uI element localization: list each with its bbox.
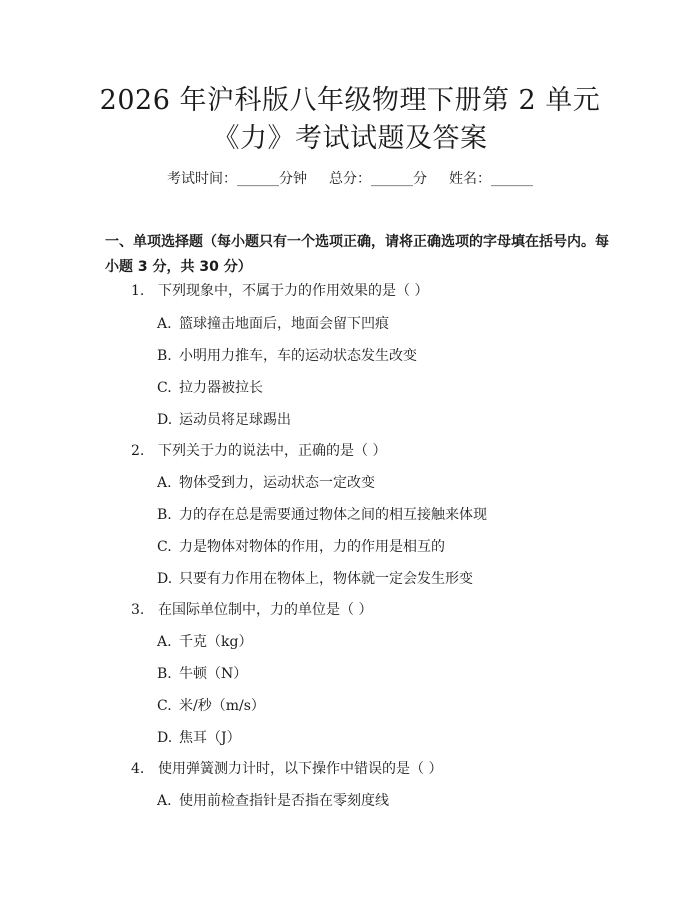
option-letter: A. bbox=[157, 793, 172, 809]
option-item bbox=[157, 536, 445, 558]
question-text: 使用弹簧测力计时，以下操作中错误的是（ ） bbox=[158, 761, 443, 777]
option-letter: B. bbox=[157, 507, 172, 523]
question-number: 4. bbox=[131, 761, 145, 777]
option-item bbox=[157, 568, 473, 590]
option-letter: D. bbox=[157, 730, 173, 746]
question-item bbox=[131, 758, 442, 780]
option-item bbox=[157, 409, 291, 431]
option-text: 牛顿（N） bbox=[179, 666, 248, 682]
option-text: 运动员将足球踢出 bbox=[179, 412, 291, 428]
option-letter: D. bbox=[157, 571, 173, 587]
option-item bbox=[157, 504, 487, 526]
option-item bbox=[157, 472, 375, 494]
option-letter: C. bbox=[157, 539, 172, 555]
question-number: 3. bbox=[131, 602, 145, 618]
question-text: 在国际单位制中，力的单位是（ ） bbox=[158, 602, 373, 618]
question-item bbox=[131, 280, 428, 302]
exam-meta-row bbox=[0, 168, 700, 190]
section-heading-single-choice: 一、单项选择题（每小题只有一个选项正确，请将正确选项的字母填在括号内。每小题 3 分，共 30 分） bbox=[105, 234, 609, 275]
option-item bbox=[157, 631, 252, 653]
option-letter: A. bbox=[157, 316, 172, 332]
option-text: 小明用力推车，车的运动状态发生改变 bbox=[179, 348, 417, 364]
exam-time-field: 考试时间：______分钟 bbox=[167, 171, 307, 187]
question-number: 1. bbox=[131, 283, 145, 299]
option-letter: B. bbox=[157, 348, 172, 364]
option-text: 使用前检查指针是否指在零刻度线 bbox=[179, 793, 389, 809]
option-item bbox=[157, 377, 263, 399]
option-letter: A. bbox=[157, 634, 172, 650]
option-letter: C. bbox=[157, 380, 172, 396]
option-item bbox=[157, 663, 247, 685]
exam-title-line1: 2026 年沪科版八年级物理下册第 2 单元 bbox=[99, 85, 601, 116]
exam-title-line2: 《力》考试试题及答案 bbox=[212, 123, 488, 154]
total-score-field: 总分：______分 bbox=[329, 171, 427, 187]
question-text: 下列关于力的说法中，正确的是（ ） bbox=[158, 443, 387, 459]
student-name-field: 姓名：______ bbox=[449, 171, 533, 187]
option-letter: B. bbox=[157, 666, 172, 682]
question-text: 下列现象中，不属于力的作用效果的是（ ） bbox=[158, 283, 429, 299]
option-text: 物体受到力，运动状态一定改变 bbox=[179, 475, 375, 491]
question-item bbox=[131, 599, 372, 621]
option-item bbox=[157, 790, 389, 812]
option-text: 力的存在总是需要通过物体之间的相互接触来体现 bbox=[179, 507, 487, 523]
option-text: 千克（kg） bbox=[179, 634, 253, 650]
option-item bbox=[157, 345, 417, 367]
option-text: 米/秒（m/s） bbox=[179, 698, 265, 714]
option-text: 力是物体对物体的作用，力的作用是相互的 bbox=[179, 539, 445, 555]
option-item bbox=[157, 695, 265, 717]
option-text: 拉力器被拉长 bbox=[179, 380, 263, 396]
option-item bbox=[157, 727, 241, 749]
question-item bbox=[131, 440, 386, 462]
option-text: 篮球撞击地面后，地面会留下凹痕 bbox=[179, 316, 389, 332]
option-letter: C. bbox=[157, 698, 172, 714]
option-item bbox=[157, 313, 389, 335]
option-letter: D. bbox=[157, 412, 173, 428]
question-number: 2. bbox=[131, 443, 145, 459]
option-letter: A. bbox=[157, 475, 172, 491]
option-text: 只要有力作用在物体上，物体就一定会发生形变 bbox=[179, 571, 473, 587]
option-text: 焦耳（J） bbox=[179, 730, 241, 746]
